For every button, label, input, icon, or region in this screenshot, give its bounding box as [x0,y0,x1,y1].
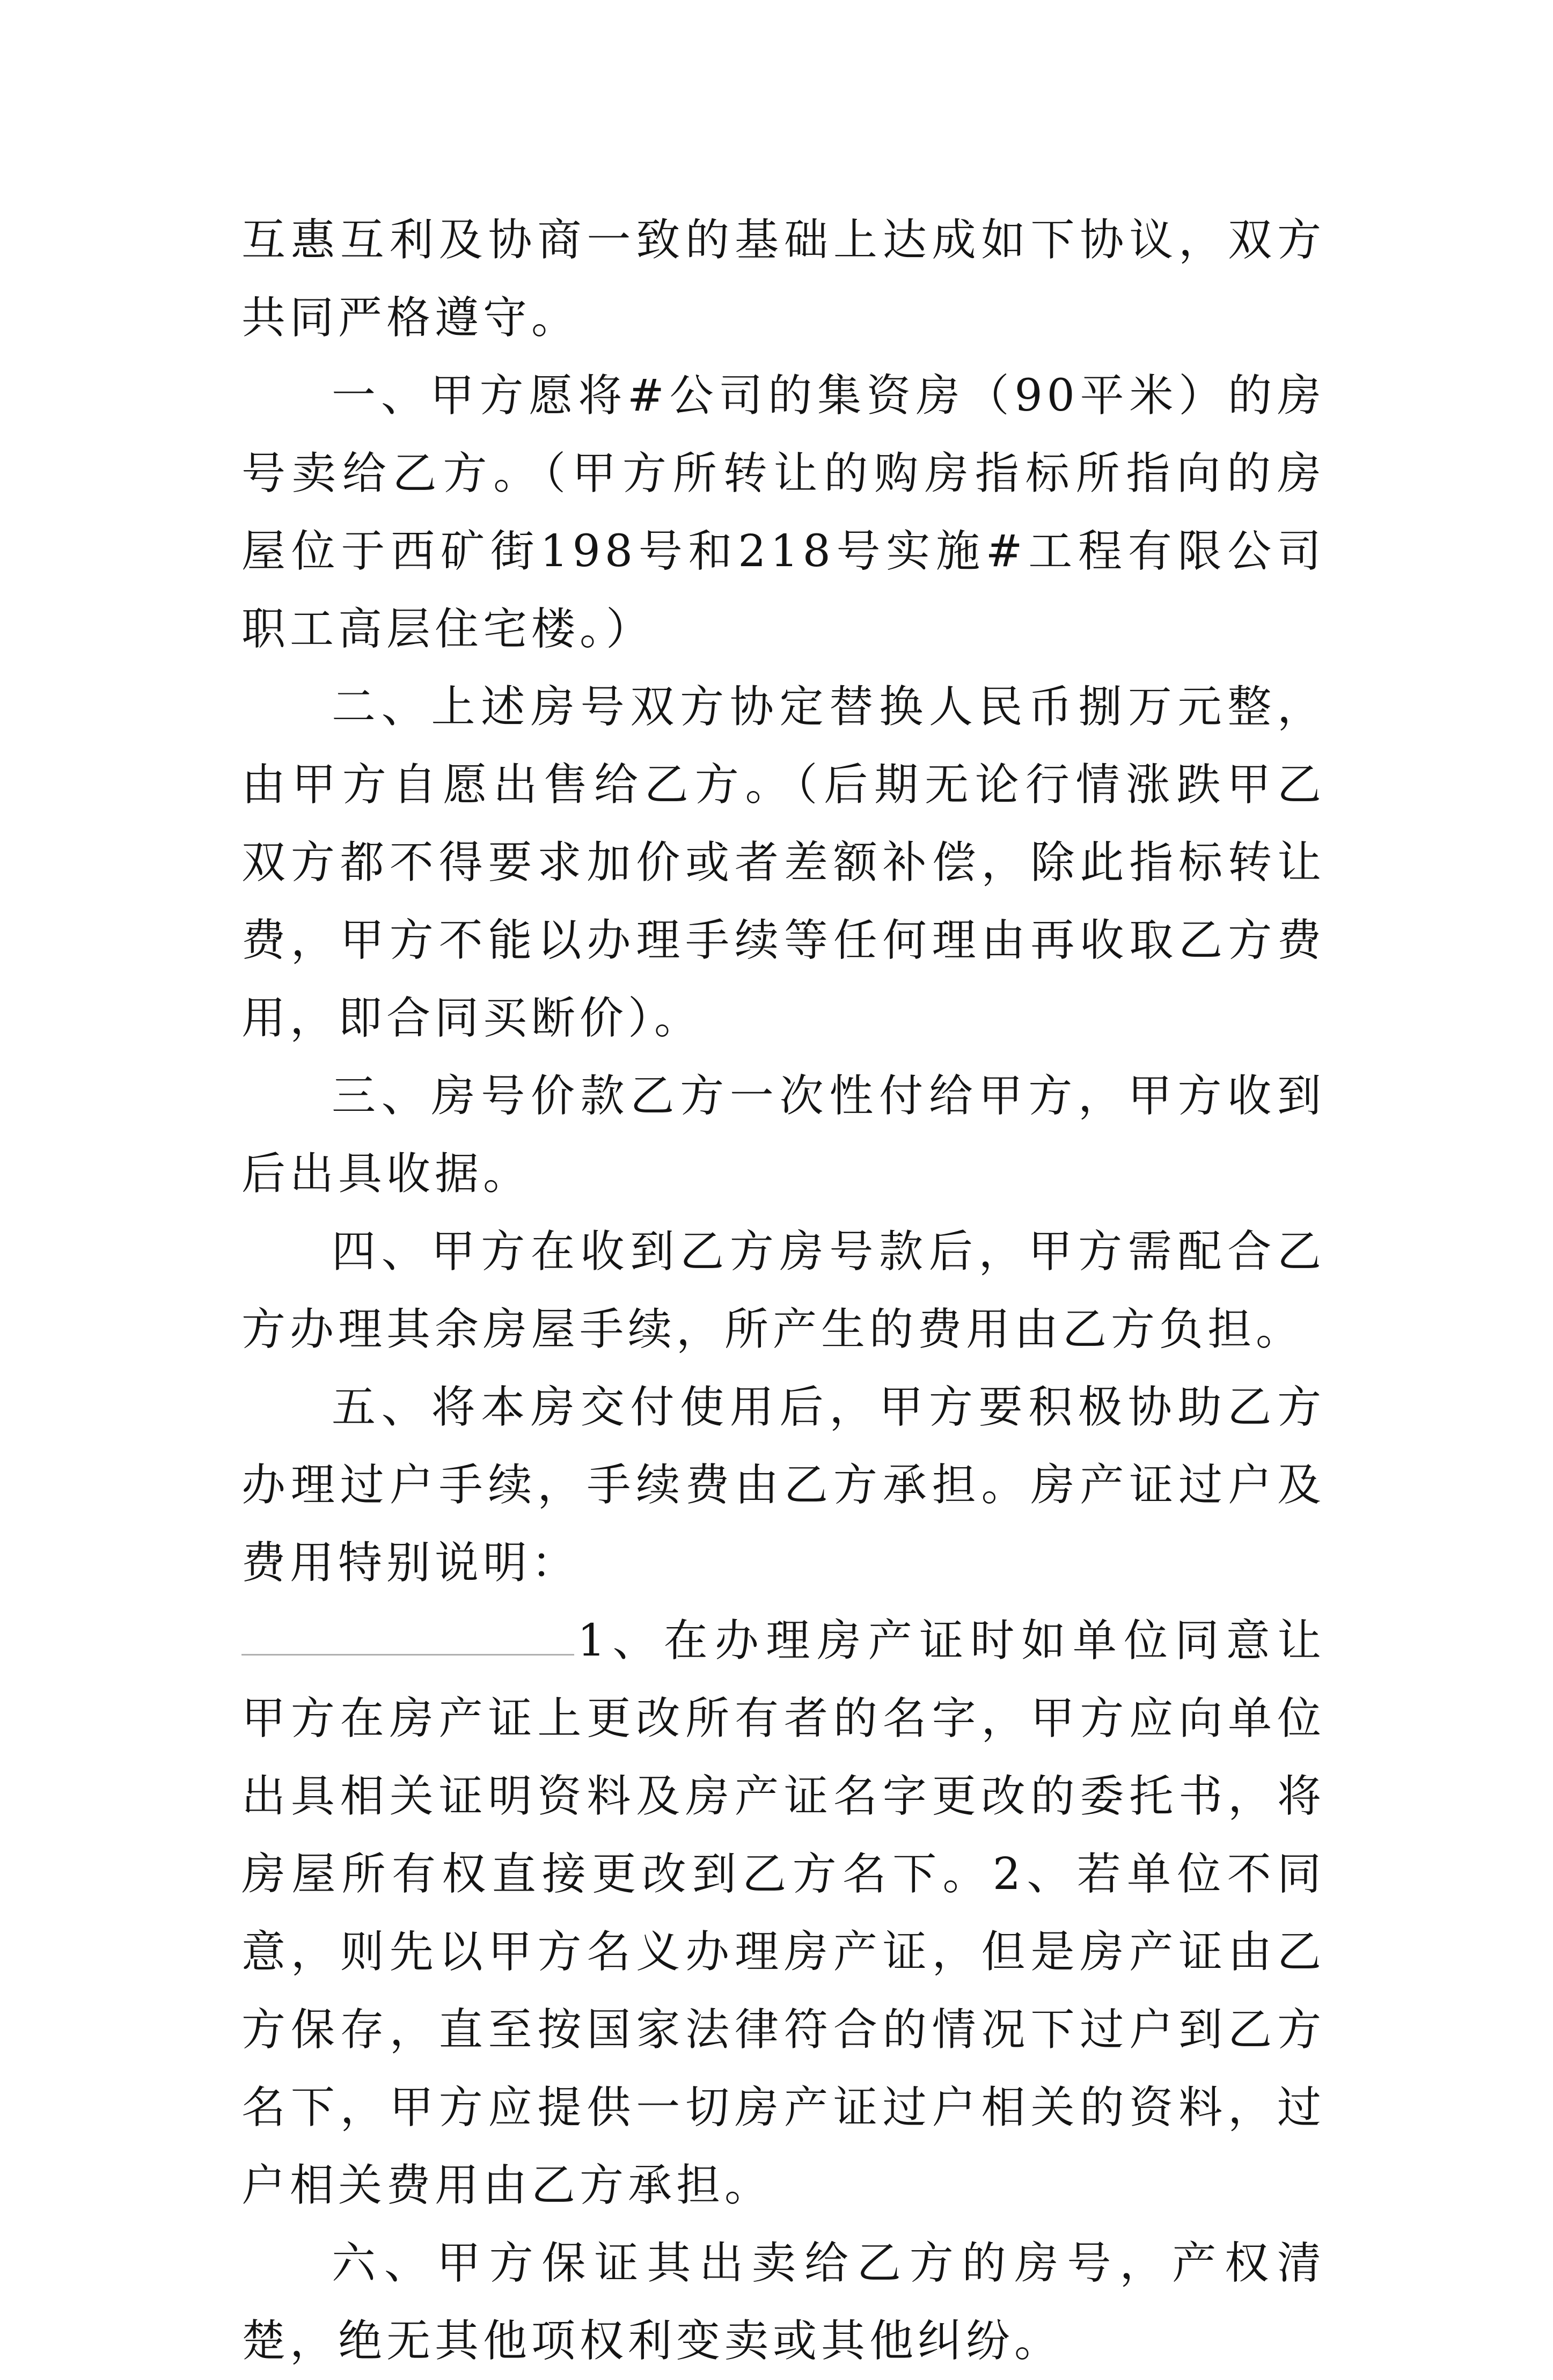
clause-2: 二、上述房号双方协定替换人民币捌万元整，由甲方自愿出售给乙方。（后期无论行情涨跌甲乙双方都不得要求加价或者差额补偿，除此指标转让费，甲方不能以办理手续等任何理由再收取乙方费用，即合同买断价）。 [241,682,1325,1044]
paragraph-preamble-continuation: 互惠互利及协商一致的基础上达成如下协议，双方共同严格遵守。 [241,215,1325,343]
clause-5-notes [241,1602,1325,2224]
clause-5-notes-text: 1、在办理房产证时如单位同意让甲方在房产证上更改所有者的名字，甲方应向单位出具相关证明资料及房产证名字更改的委托书，将房屋所有权直接更改到乙方名下。2、若单位不同意，则先以甲方名义办理房产证，但是房产证由乙方保存，直至按国家法律符合的情况下过户到乙方名下，甲方应提供一切房产证过户相关的资料，过户相关费用由乙方承担。 [241,1615,1325,2211]
contract-body [241,201,1325,2380]
fill-in-blank-line [241,1606,574,1656]
clause-1: 一、甲方愿将#公司的集资房（90平米）的房号卖给乙方。（甲方所转让的购房指标所指向的房屋位于西矿街198号和218号实施#工程有限公司职工高层住宅楼。） [241,370,1325,655]
clause-3: 三、房号价款乙方一次性付给甲方，甲方收到后出具收据。 [241,1071,1325,1199]
clause-5: 五、将本房交付使用后，甲方要积极协助乙方办理过户手续，手续费由乙方承担。房产证过户及费用特别说明： [241,1382,1325,1588]
clause-6: 六、甲方保证其出卖给乙方的房号，产权清楚，绝无其他项权利变卖或其他纠纷。 [241,2238,1325,2367]
clause-4: 四、甲方在收到乙方房号款后，甲方需配合乙方办理其余房屋手续，所产生的费用由乙方负担。 [241,1226,1325,1355]
